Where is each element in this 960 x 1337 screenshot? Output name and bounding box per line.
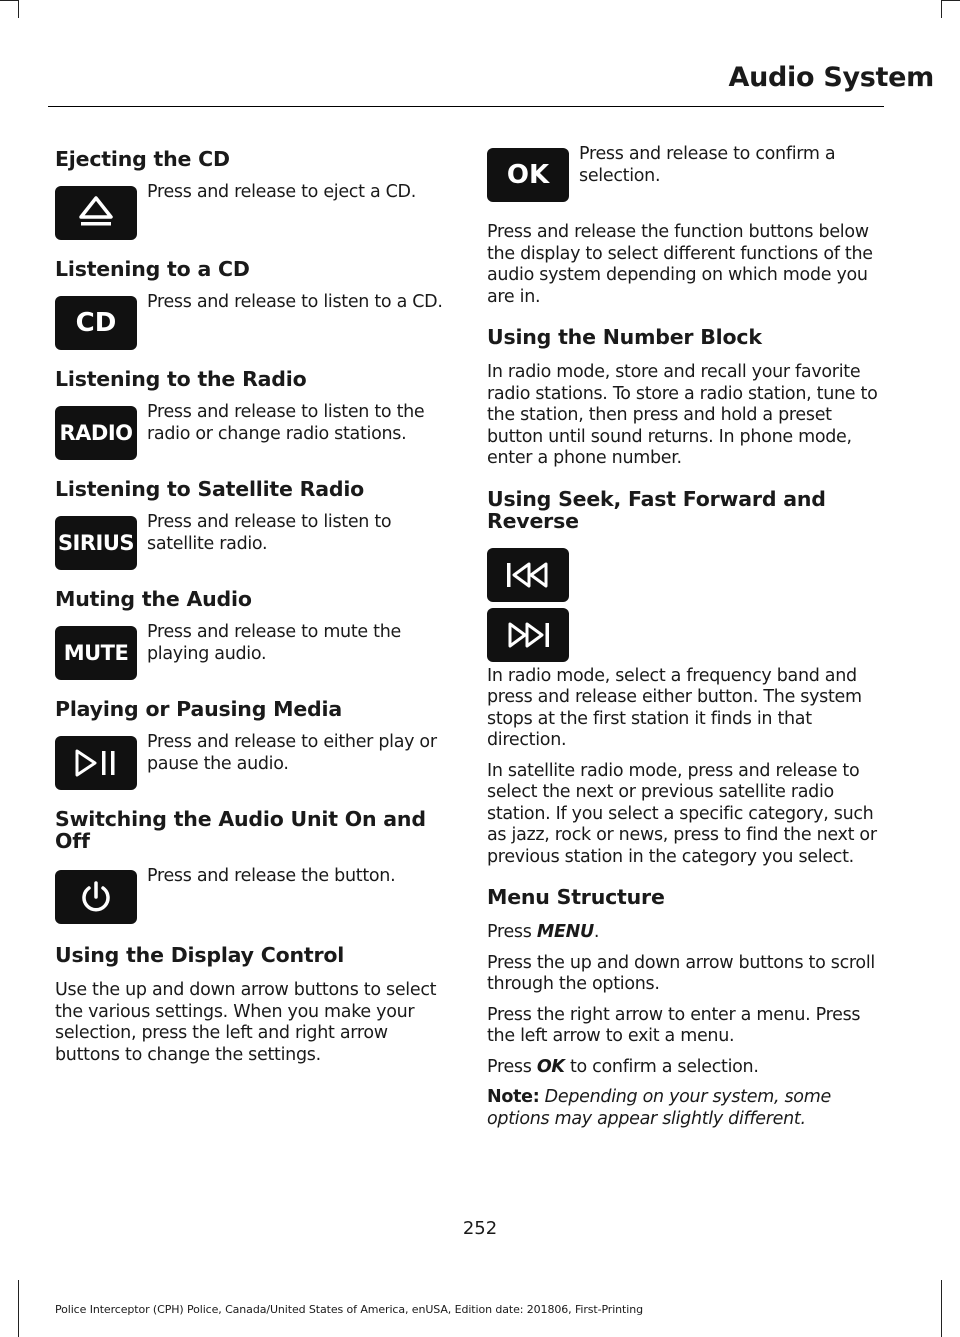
ok-button-icon: OK: [487, 148, 569, 202]
right-column: [487, 142, 881, 1130]
mute-text: Press and release to mute the playing audio.: [147, 622, 401, 664]
menu-word: MENU: [536, 922, 594, 942]
cd-text: Press and release to listen to a CD.: [147, 292, 443, 312]
power-row: [55, 866, 447, 924]
cd-button-icon: CD: [55, 296, 137, 350]
mute-button-icon: MUTE: [55, 626, 137, 680]
crop-mark: [18, 0, 19, 18]
menu-ok-line: [487, 1057, 881, 1079]
seek-text-1: In radio mode, select a frequency band and press and release either button. The system stops at the first station it finds in that direction.: [487, 665, 862, 750]
sirius-text: Press and release to listen to satellite radio.: [147, 512, 392, 554]
number-block-text: In radio mode, store and recall your favorite radio stations. To store a radio station, tune to the station, then press and hold a preset button until sound returns. In phone mode, enter a phone number.: [487, 362, 878, 468]
sirius-button-icon: SIRIUS: [55, 516, 137, 570]
crop-mark: [0, 0, 18, 1]
sirius-heading: Listening to Satellite Radio: [55, 477, 365, 501]
cd-heading: Listening to a CD: [55, 257, 250, 281]
title-divider: [48, 106, 884, 107]
eject-icon: [55, 186, 137, 240]
crop-mark: [18, 1280, 19, 1337]
radio-row: [55, 402, 447, 460]
power-heading: Switching the Audio Unit On and Off: [55, 807, 426, 853]
play-heading: Playing or Pausing Media: [55, 697, 342, 721]
radio-heading: Listening to the Radio: [55, 367, 307, 391]
mute-row: [55, 622, 447, 680]
note-label: Note:: [487, 1087, 540, 1107]
play-text: Press and release to either play or pause the audio.: [147, 732, 437, 774]
power-text: Press and release the button.: [147, 866, 396, 886]
display-heading: Using the Display Control: [55, 943, 345, 967]
crop-mark: [941, 1280, 942, 1337]
eject-row: [55, 182, 447, 240]
seek-heading: Using Seek, Fast Forward and Reverse: [487, 486, 826, 533]
menu-ok-suffix: to confirm a selection.: [569, 1056, 759, 1077]
seek-forward-icon: [487, 608, 569, 662]
ok-text: Press and release to confirm a selection.: [579, 144, 836, 186]
menu-ok-prefix: Press: [487, 1056, 532, 1077]
ok-word: OK: [536, 1056, 565, 1077]
mute-heading: Muting the Audio: [55, 587, 252, 611]
crop-mark: [941, 0, 942, 18]
menu-press-prefix: Press: [487, 922, 532, 942]
note-line: [487, 1087, 881, 1130]
crop-mark: [942, 0, 960, 1]
function-text: Press and release the function buttons below the display to select different functions of the audio system depending on which mode you are in.: [487, 222, 873, 307]
menu-heading: Menu Structure: [487, 885, 665, 909]
power-icon: [55, 870, 137, 924]
footer-edition-text: Police Interceptor (CPH) Police, Canada/United States of America, enUSA, Edition date: 201806, First-Printing: [55, 1303, 643, 1316]
radio-button-icon: RADIO: [55, 406, 137, 460]
ok-row: [487, 144, 881, 202]
cd-row: [55, 292, 447, 350]
radio-text: Press and release to listen to the radio or change radio stations.: [147, 402, 425, 444]
seek-back-icon: [487, 548, 569, 602]
page-title: Audio System: [728, 62, 934, 93]
menu-press-line: [487, 922, 881, 944]
eject-text: Press and release to eject a CD.: [147, 182, 416, 202]
play-row: [55, 732, 447, 790]
display-text: Use the up and down arrow buttons to select the various settings. When you make your selection, press the left and right arrow buttons to change the settings.: [55, 980, 437, 1065]
left-column: [55, 142, 447, 1066]
play-pause-icon: [55, 736, 137, 790]
menu-text-3: Press the right arrow to enter a menu. Press the left arrow to exit a menu.: [487, 1004, 861, 1046]
sirius-row: [55, 512, 447, 570]
number-block-heading: Using the Number Block: [487, 325, 762, 349]
page-number: 252: [462, 1218, 498, 1239]
note-text: Depending on your system, some options may appear slightly different.: [487, 1087, 831, 1129]
menu-press-suffix: .: [593, 922, 600, 942]
eject-heading: Ejecting the CD: [55, 147, 230, 171]
menu-text-2: Press the up and down arrow buttons to scroll through the options.: [487, 952, 875, 994]
seek-text-2: In satellite radio mode, press and release to select the next or previous satellite radio station. If you select a specific category, such as jazz, rock or news, press to find the next or previous station in the category you select.: [487, 760, 877, 867]
